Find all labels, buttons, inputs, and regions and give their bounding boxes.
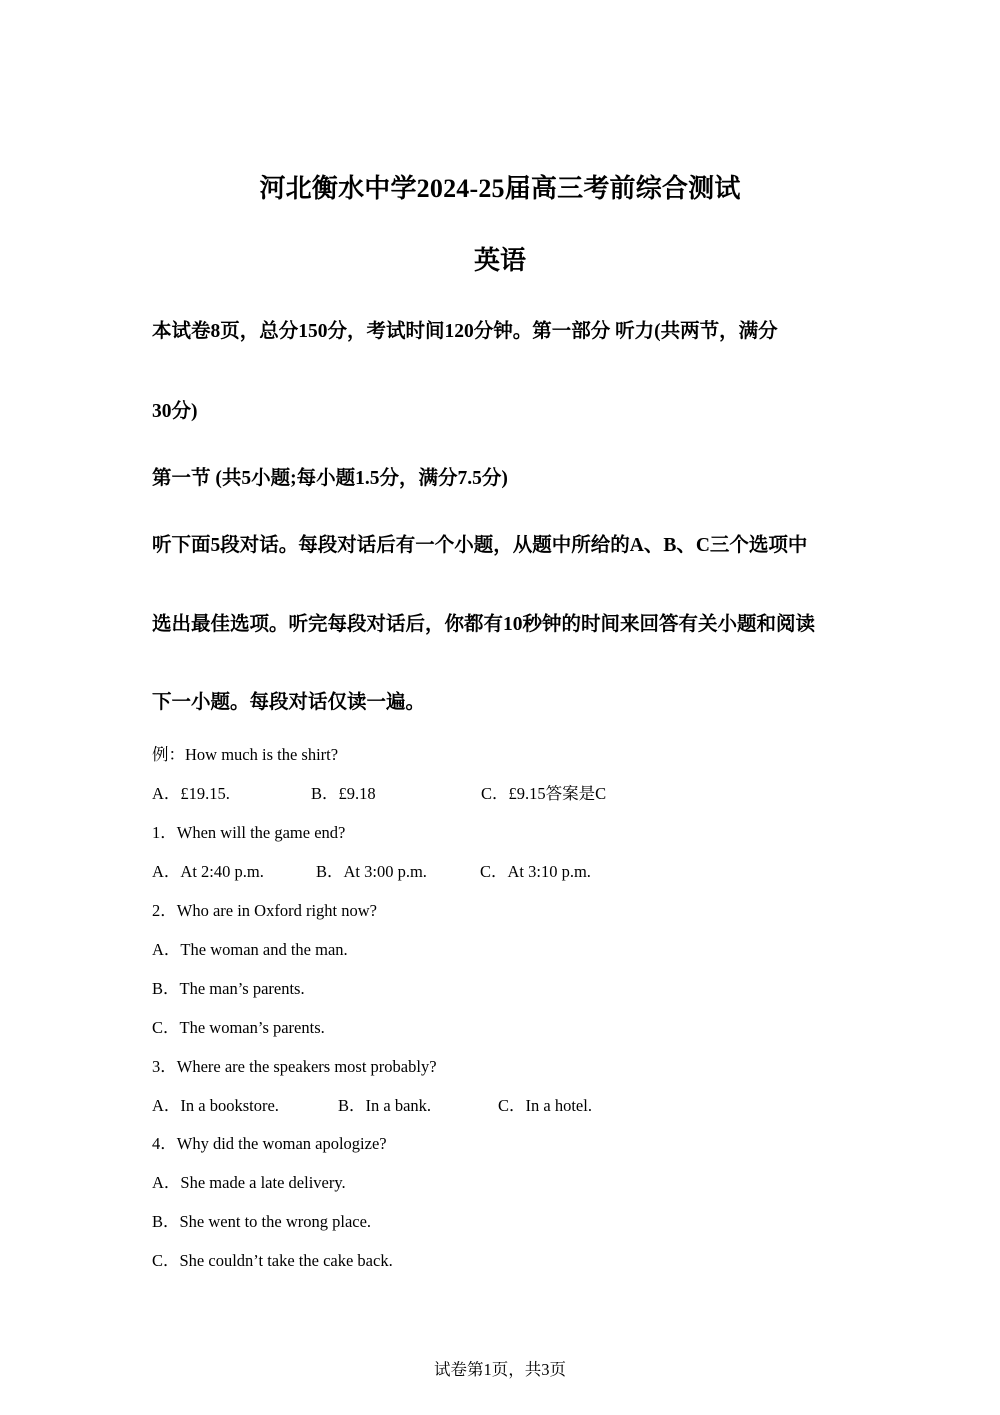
- intro-line-1: 本试卷8页，总分150分，考试时间120分钟。第一部分 听力(共两节，满分: [152, 321, 778, 342]
- instruction-line-3: 下一小题。每段对话仅读一遍。: [152, 692, 426, 713]
- question-2-option-b: B．The man’s parents.: [152, 979, 305, 998]
- exam-title: 河北衡水中学2024-25届高三考前综合测试: [259, 174, 741, 203]
- question-2-stem: 2．Who are in Oxford right now?: [152, 901, 377, 920]
- question-3-stem: 3．Where are the speakers most probably?: [152, 1057, 437, 1076]
- question-4-option-c: C．She couldn’t take the cake back.: [152, 1251, 393, 1270]
- question-1-option-b: B．At 3:00 p.m.: [316, 862, 427, 881]
- instruction-line-1: 听下面5段对话。每段对话后有一个小题，从题中所给的A、B、C三个选项中: [152, 535, 808, 556]
- question-4-stem: 4．Why did the woman apologize?: [152, 1134, 387, 1153]
- question-1-option-c: C．At 3:10 p.m.: [480, 862, 591, 881]
- question-1-option-a: A．At 2:40 p.m.: [152, 862, 264, 881]
- page-footer: 试卷第1页，共3页: [434, 1360, 566, 1379]
- exam-subject: 英语: [473, 246, 526, 275]
- question-2-option-c: C．The woman’s parents.: [152, 1018, 325, 1037]
- question-3-option-c: C．In a hotel.: [498, 1096, 592, 1115]
- intro-line-2: 30分): [152, 401, 198, 422]
- example-option-b: B．£9.18: [311, 784, 376, 803]
- question-3-option-b: B．In a bank.: [338, 1096, 432, 1115]
- question-4-option-a: A．She made a late delivery.: [152, 1173, 346, 1192]
- question-4-option-b: B．She went to the wrong place.: [152, 1212, 372, 1231]
- question-2-option-a: A．The woman and the man.: [152, 940, 348, 959]
- question-1-stem: 1．When will the game end?: [152, 823, 346, 842]
- example-option-c: C．£9.15答案是C: [481, 784, 607, 803]
- example-question: 例：How much is the shirt?: [152, 745, 339, 764]
- section-heading: 第一节 (共5小题;每小题1.5分，满分7.5分): [152, 468, 508, 489]
- question-3-option-a: A．In a bookstore.: [152, 1096, 279, 1115]
- instruction-line-2: 选出最佳选项。听完每段对话后，你都有10秒钟的时间来回答有关小题和阅读: [152, 614, 816, 635]
- example-option-a: A．£19.15.: [152, 784, 230, 803]
